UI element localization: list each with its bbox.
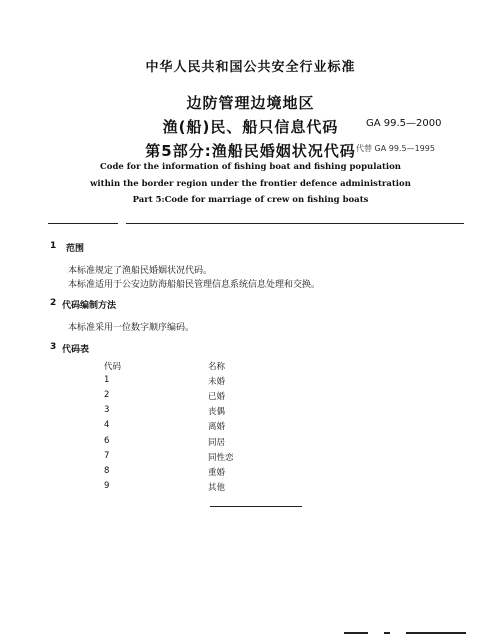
table-row-name: 丧偶 [208, 407, 226, 417]
table-row-code: 8 [104, 466, 110, 476]
table-row-name: 同居 [208, 438, 226, 448]
table-row-code: 7 [104, 451, 110, 461]
separator-right [126, 223, 464, 224]
table-row-code: 6 [104, 436, 110, 446]
table-header-code: 代码 [104, 362, 122, 372]
english-title-line-2: within the border region under the frontier defence administration [90, 179, 411, 189]
table-end-rule [210, 506, 302, 507]
table-row-code: 2 [104, 390, 110, 400]
section-1-number: 1 [50, 241, 57, 251]
section-2-title: 代码编制方法 [62, 301, 117, 311]
section-2-number: 2 [50, 298, 57, 308]
section-3-number: 3 [50, 342, 57, 352]
table-header-name: 名称 [208, 362, 226, 372]
table-row-code: 9 [104, 481, 110, 491]
separator-left [48, 223, 118, 224]
section-3-title: 代码表 [62, 345, 90, 355]
section-1-paragraph-2: 本标准适用于公安边防海船船民管理信息系统信息处理和交换。 [68, 280, 321, 290]
section-1-paragraph-1: 本标准规定了渔船民婚姻状况代码。 [68, 266, 213, 276]
title-line-1: 边防管理边境地区 [186, 94, 315, 112]
table-row-code: 3 [104, 405, 110, 415]
english-title-line-1: Code for the information of fishing boat and fishing population [100, 162, 401, 172]
table-row-name: 其他 [208, 483, 226, 493]
footer-mark-right [406, 632, 466, 634]
industry-standard-header: 中华人民共和国公共安全行业标准 [145, 60, 356, 75]
title-line-2: 渔(船)民、船只信息代码 [162, 118, 339, 136]
section-1-title: 范围 [66, 244, 85, 254]
english-title-line-3: Part 5:Code for marriage of crew on fishing boats [132, 195, 369, 205]
replaces-standard: 代替 GA 99.5—1995 [356, 144, 435, 153]
title-line-3: 第5部分:渔船民婚姻状况代码 [145, 142, 356, 160]
table-row-name: 同性恋 [208, 453, 234, 463]
table-row-name: 重婚 [208, 468, 226, 478]
table-row-code: 4 [104, 420, 110, 430]
footer-mark-left [344, 632, 368, 634]
table-row-name: 未婚 [208, 377, 226, 387]
section-2-paragraph-1: 本标准采用一位数字顺序编码。 [68, 323, 195, 333]
footer-mark-dot [384, 632, 390, 634]
standard-number: GA 99.5—2000 [366, 118, 442, 129]
table-row-code: 1 [104, 375, 110, 385]
table-row-name: 已婚 [208, 392, 226, 402]
table-row-name: 离婚 [208, 422, 226, 432]
